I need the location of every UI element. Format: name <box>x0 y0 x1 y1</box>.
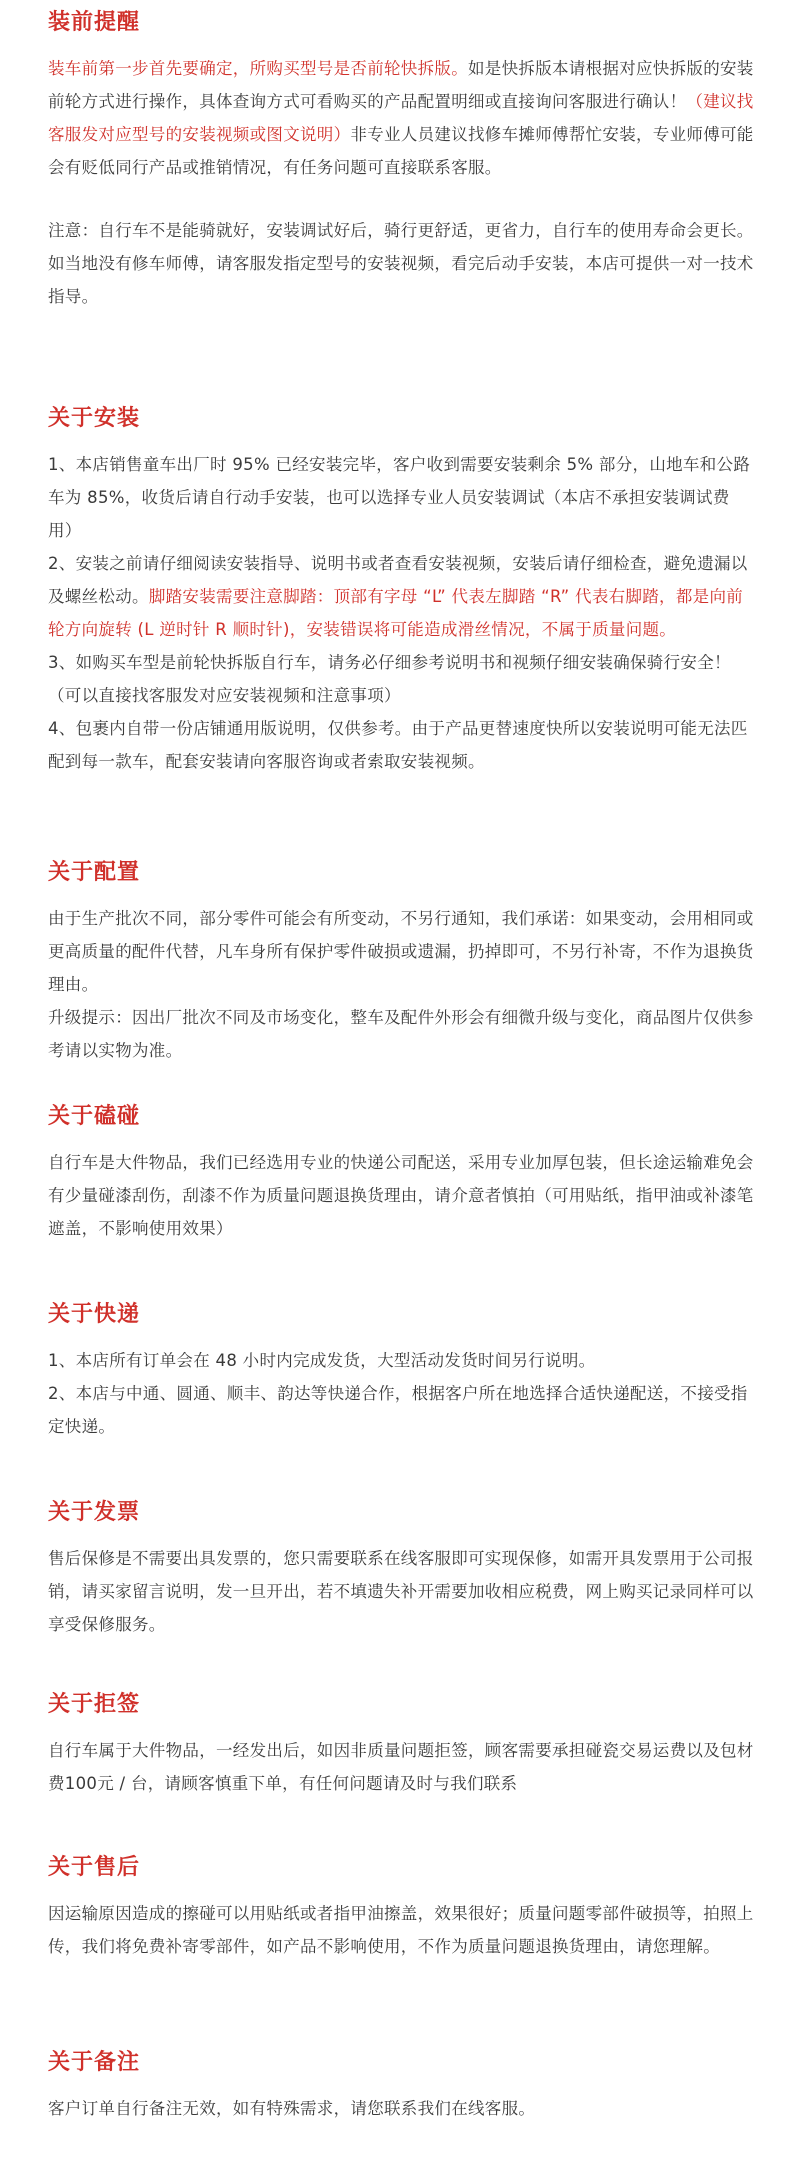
section-heading: 关于配置 <box>48 860 141 885</box>
section-paragraph <box>48 902 754 1001</box>
section-heading: 装前提醒 <box>48 10 141 35</box>
section-about-collision <box>48 1102 754 1245</box>
body-text: 如是快拆版本请根据对应快拆版的安装前轮方式进行操作，具体查询方式可看购买的产品配置明细或直接询问客服进行确认！ <box>48 59 754 111</box>
body-text: 4、包裹内自带一份店铺通用版说明，仅供参考。由于产品更替速度快所以安装说明可能无法匹配到每一款车，配套安装请向客服咨询或者索取安装视频。 <box>48 719 748 771</box>
section-install-reminder <box>48 8 754 313</box>
section-paragraph <box>48 1377 754 1443</box>
section-about-install <box>48 404 754 778</box>
body-text: 2、安装之前请仔细阅读安装指导、说明书或者查看安装视频，安装后请仔细检查，避免遗漏以及螺丝松动。 <box>48 554 748 606</box>
body-text: 售后保修是不需要出具发票的，您只需要联系在线客服即可实现保修，如需开具发票用于公司报销，请买家留言说明，发一旦开出，若不填遗失补开需要加收相应税费，网上购买记录同样可以享受保修服务。 <box>48 1549 754 1634</box>
body-text: 由于生产批次不同，部分零件可能会有所变动，不另行通知，我们承诺：如果变动，会用相同或更高质量的配件代替，凡车身所有保护零件破损或遗漏，扔掉即可，不另行补寄，不作为退换货理由。 <box>48 909 754 994</box>
highlight-text: 装车前第一步首先要确定，所购买型号是否前轮快拆版。 <box>48 59 468 78</box>
section-about-express <box>48 1300 754 1443</box>
body-text: 客户订单自行备注无效，如有特殊需求，请您联系我们在线客服。 <box>48 2099 536 2118</box>
section-paragraph <box>48 1734 754 1800</box>
section-paragraph <box>48 448 754 547</box>
body-text: 升级提示：因出厂批次不同及市场变化，整车及配件外形会有细微升级与变化，商品图片仅供参考请以实物为准。 <box>48 1008 754 1060</box>
section-heading: 关于磕碰 <box>48 1104 141 1129</box>
body-text: 因运输原因造成的擦碰可以用贴纸或者指甲油擦盖，效果很好；质量问题零部件破损等，拍照上传，我们将免费补寄零部件，如产品不影响使用，不作为质量问题退换货理由，请您理解。 <box>48 1904 754 1956</box>
body-text: 自行车是大件物品，我们已经选用专业的快递公司配送，采用专业加厚包装，但长途运输难免会有少量碰漆刮伤，刮漆不作为质量问题退换货理由，请介意者慎拍（可用贴纸，指甲油或补漆笔遮盖，不影响使用效果） <box>48 1153 754 1238</box>
section-about-config <box>48 858 754 1067</box>
paragraph-spacer <box>48 184 754 214</box>
section-heading: 关于安装 <box>48 406 141 431</box>
section-paragraph <box>48 646 754 712</box>
section-paragraph <box>48 2092 754 2125</box>
body-text: 非专业人员建议找修车摊师傅帮忙安装，专业师傅可能会有贬低同行产品或推销情况，有任务问题可直接联系客服。 <box>48 125 754 177</box>
body-text: 自行车属于大件物品，一经发出后，如因非质量问题拒签，顾客需要承担碰瓷交易运费以及包材费100元 / 台，请顾客慎重下单，有任何问题请及时与我们联系 <box>48 1741 754 1793</box>
section-paragraph <box>48 52 754 184</box>
section-paragraph <box>48 1001 754 1067</box>
section-about-aftersale <box>48 1853 754 1963</box>
section-paragraph <box>48 214 754 313</box>
highlight-text: 脚踏安装需要注意脚踏：顶部有字母 “L” 代表左脚踏 “R” 代表右脚踏，都是向前轮方向旋转 (L 逆时针 R 顺时针)，安装错误将可能造成滑丝情况，不属于质量问题。 <box>48 587 744 639</box>
section-paragraph <box>48 1146 754 1245</box>
section-heading: 关于备注 <box>48 2050 141 2075</box>
body-text: 注意：自行车不是能骑就好，安装调试好后，骑行更舒适，更省力，自行车的使用寿命会更长。如当地没有修车师傅，请客服发指定型号的安装视频，看完后动手安装，本店可提供一对一技术指导。 <box>48 221 754 306</box>
section-heading: 关于发票 <box>48 1500 141 1525</box>
section-about-invoice <box>48 1498 754 1641</box>
body-text: 2、本店与中通、圆通、顺丰、韵达等快递合作，根据客户所在地选择合适快递配送，不接受指定快递。 <box>48 1384 748 1436</box>
body-text: 3、如购买车型是前轮快拆版自行车，请务必仔细参考说明书和视频仔细安装确保骑行安全！（可以直接找客服发对应安装视频和注意事项） <box>48 653 731 705</box>
section-about-refusal <box>48 1690 754 1800</box>
section-about-remarks <box>48 2048 754 2125</box>
section-paragraph <box>48 712 754 778</box>
section-paragraph <box>48 1542 754 1641</box>
body-text: 1、本店所有订单会在 48 小时内完成发货，大型活动发货时间另行说明。 <box>48 1351 596 1370</box>
section-heading: 关于拒签 <box>48 1692 141 1717</box>
section-paragraph <box>48 1897 754 1963</box>
section-heading: 关于售后 <box>48 1855 141 1880</box>
section-paragraph <box>48 547 754 646</box>
highlight-text: （建议找客服发对应型号的安装视频或图文说明） <box>48 92 754 144</box>
section-heading: 关于快递 <box>48 1302 141 1327</box>
body-text: 1、本店销售童车出厂时 95% 已经安装完毕，客户收到需要安装剩余 5% 部分，山地车和公路车为 85%，收货后请自行动手安装，也可以选择专业人员安装调试（本店不承担安装调试费用） <box>48 455 751 540</box>
section-paragraph <box>48 1344 754 1377</box>
